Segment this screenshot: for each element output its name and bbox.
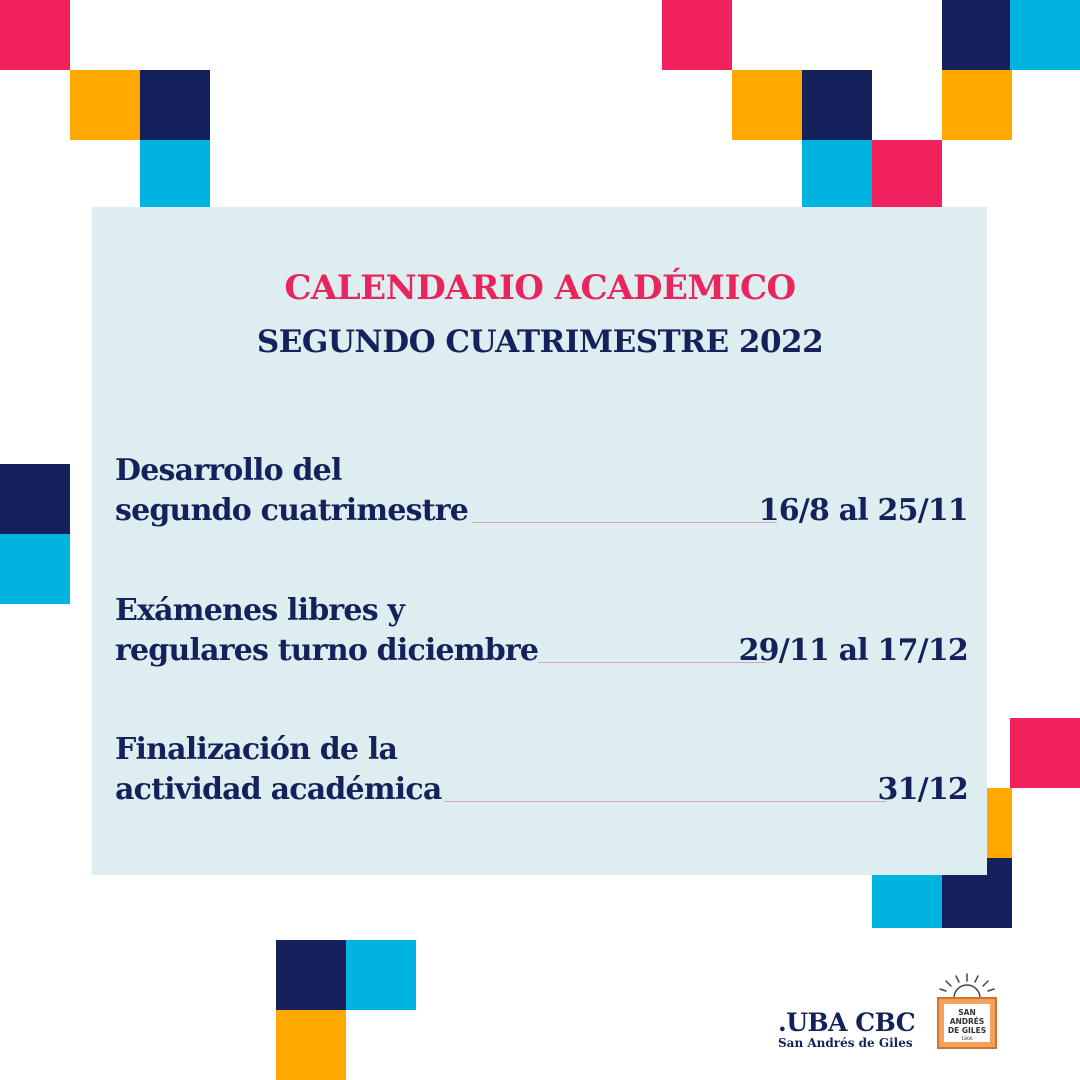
san-andres-de-giles-badge-icon bbox=[932, 972, 1002, 1052]
decor-square-yellow bbox=[942, 70, 1012, 140]
decor-square-navy bbox=[276, 940, 346, 1010]
decor-square-yellow bbox=[70, 70, 140, 140]
calendar-item-label bbox=[115, 591, 538, 671]
badge-text-line3: DE GILES bbox=[947, 1026, 987, 1035]
calendar-item-label bbox=[115, 451, 468, 531]
dotted-leader bbox=[444, 801, 886, 802]
calendar-item-date: 31/12 bbox=[877, 772, 968, 807]
calendar-item-date: 16/8 al 25/11 bbox=[758, 493, 968, 528]
decor-square-cyan bbox=[0, 534, 70, 604]
calendar-item-label-line2: actividad académica bbox=[115, 772, 442, 807]
page-subtitle: SEGUNDO CUATRIMESTRE 2022 bbox=[256, 324, 824, 360]
decor-square-navy bbox=[0, 464, 70, 534]
dotted-leader bbox=[538, 662, 766, 663]
decor-square-cyan bbox=[346, 940, 416, 1010]
uba-cbc-logo: .UBA CBC bbox=[778, 1008, 916, 1037]
decor-square-cyan bbox=[1010, 0, 1080, 70]
calendar-item-date: 29/11 al 17/12 bbox=[738, 633, 968, 668]
calendar-item-label-line1: Finalización de la bbox=[115, 732, 398, 767]
calendar-item-label-line1: Desarrollo del bbox=[115, 453, 342, 488]
calendar-item-label-line2: regulares turno diciembre bbox=[115, 633, 539, 668]
calendar-item-label-line1: Exámenes libres y bbox=[115, 593, 405, 628]
page-title: CALENDARIO ACADÉMICO bbox=[284, 268, 796, 308]
decor-square-navy bbox=[802, 70, 872, 140]
decor-square-yellow bbox=[276, 1010, 346, 1080]
dotted-leader bbox=[472, 522, 777, 523]
decor-square-pink bbox=[662, 0, 732, 70]
calendar-item-label bbox=[115, 730, 441, 810]
decor-square-cyan bbox=[802, 140, 872, 210]
decor-square-navy bbox=[140, 70, 210, 140]
calendar-item-label-line2: segundo cuatrimestre bbox=[115, 493, 469, 528]
decor-square-cyan bbox=[140, 140, 210, 210]
badge-text-line1: SAN bbox=[958, 1008, 976, 1017]
decor-square-pink bbox=[1010, 718, 1080, 788]
badge-text-line4: 1806 bbox=[961, 1037, 973, 1042]
decor-square-yellow bbox=[732, 70, 802, 140]
decor-square-pink bbox=[872, 140, 942, 210]
decor-square-navy bbox=[942, 0, 1012, 70]
badge-text-line2: ANDRÉS bbox=[949, 1017, 985, 1026]
uba-cbc-location: San Andrés de Giles bbox=[778, 1036, 913, 1050]
decor-square-pink bbox=[0, 0, 70, 70]
